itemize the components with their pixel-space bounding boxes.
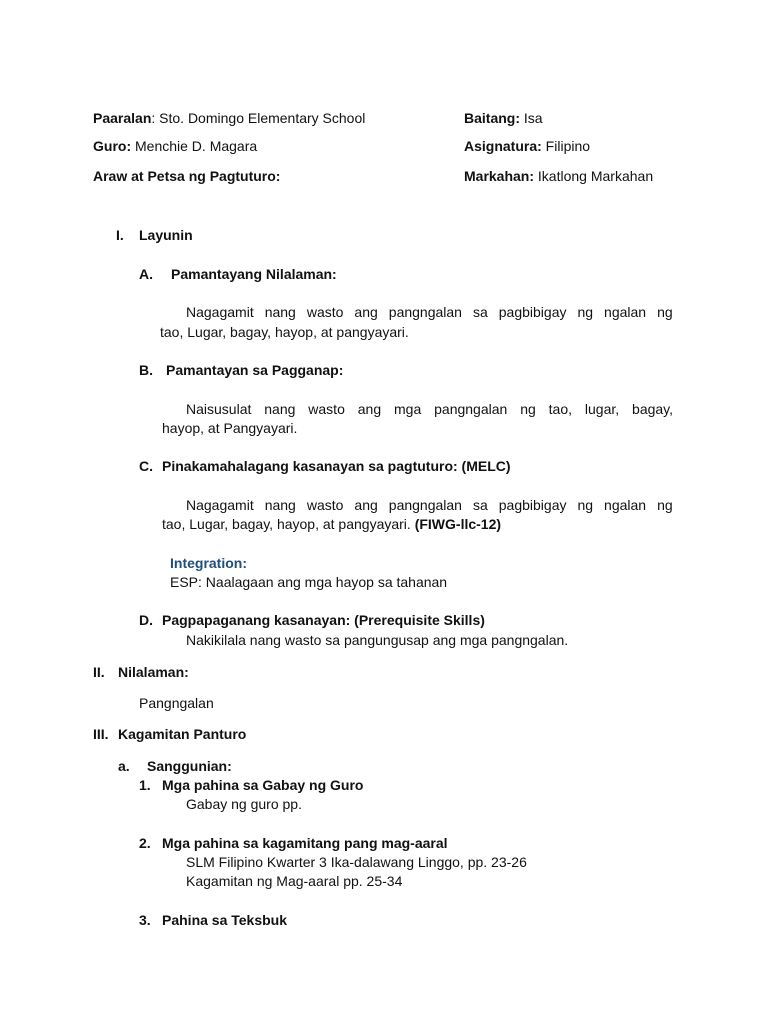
section2-title: Nilalaman: <box>118 664 189 680</box>
item1-number: 1. <box>139 777 151 793</box>
markahan-value: Ikatlong Markahan <box>534 168 654 184</box>
paaralan-label: Paaralan <box>93 110 152 126</box>
asignatura-row <box>464 137 590 155</box>
subsection-b-letter: B. <box>139 362 153 378</box>
section3-title: Kagamitan Panturo <box>118 726 247 742</box>
c-text-line2: tao, Lugar, bagay, hayop, at pangyayari. (FIWG-llc-12) <box>162 516 502 532</box>
subsection-d-letter: D. <box>139 612 153 628</box>
item2-text1: SLM Filipino Kwarter 3 Ika-dalawang Linggo, pp. 23-26 <box>186 854 527 870</box>
guro-value: Menchie D. Magara <box>131 138 258 154</box>
subsection-b-title: Pamantayan sa Pagganap: <box>166 362 344 378</box>
item1-text: Gabay ng guro pp. <box>186 796 302 812</box>
d-text: Nakikilala nang wasto sa pangungusap ang mga pangngalan. <box>186 632 569 648</box>
section2-text: Pangngalan <box>139 695 214 711</box>
c-text-line1: Nagagamit nang wasto ang pangngalan sa pagbibigay ng ngalan ng <box>186 497 673 513</box>
baitang-row <box>464 109 543 127</box>
b-text-line2: hayop, at Pangyayari. <box>162 420 298 436</box>
sanggunian-title: Sanggunian: <box>147 758 232 774</box>
section1-title: Layunin <box>139 227 193 243</box>
item2-number: 2. <box>139 835 151 851</box>
melc-code: (FIWG-llc-12) <box>414 516 502 532</box>
subsection-a-letter: A. <box>139 266 153 282</box>
guro-label: Guro: <box>93 138 132 154</box>
subsection-a-title: Pamantayang Nilalaman: <box>171 266 337 282</box>
b-text-line1: Naisusulat nang wasto ang mga pangngalan ng tao, lugar, bagay, <box>186 401 674 417</box>
item3-number: 3. <box>139 912 151 928</box>
asignatura-label: Asignatura: <box>464 138 542 154</box>
paaralan-row <box>93 109 365 127</box>
section3-number: III. <box>93 726 109 742</box>
baitang-label: Baitang: <box>464 110 520 126</box>
sanggunian-letter: a. <box>118 758 130 774</box>
markahan-label: Markahan: <box>464 168 535 184</box>
subsection-c-letter: C. <box>139 458 153 474</box>
markahan-row <box>464 167 653 185</box>
araw-label: Araw at Petsa ng Pagtuturo: <box>93 168 281 184</box>
asignatura-value: Filipino <box>541 138 591 154</box>
subsection-c-title: Pinakamahalagang kasanayan sa pagtuturo: (MELC) <box>162 458 511 474</box>
guro-row <box>93 137 257 155</box>
item2-title: Mga pahina sa kagamitang pang mag-aaral <box>162 835 448 851</box>
integration-label: Integration: <box>170 555 247 571</box>
a-text-line2: tao, Lugar, bagay, hayop, at pangyayari. <box>160 324 409 340</box>
section1-number: I. <box>116 227 124 243</box>
a-text-line1: Nagagamit nang wasto ang pangngalan sa pagbibigay ng ngalan ng <box>186 304 673 320</box>
section2-number: II. <box>93 664 105 680</box>
integration-text: ESP: Naalagaan ang mga hayop sa tahanan <box>170 574 448 590</box>
paaralan-value: : Sto. Domingo Elementary School <box>151 110 366 126</box>
item1-title: Mga pahina sa Gabay ng Guro <box>162 777 364 793</box>
subsection-d-title: Pagpapaganang kasanayan: (Prerequisite Skills) <box>162 612 485 628</box>
item2-text2: Kagamitan ng Mag-aaral pp. 25-34 <box>186 873 403 889</box>
item3-title: Pahina sa Teksbuk <box>162 912 288 928</box>
baitang-value: Isa <box>520 110 543 126</box>
